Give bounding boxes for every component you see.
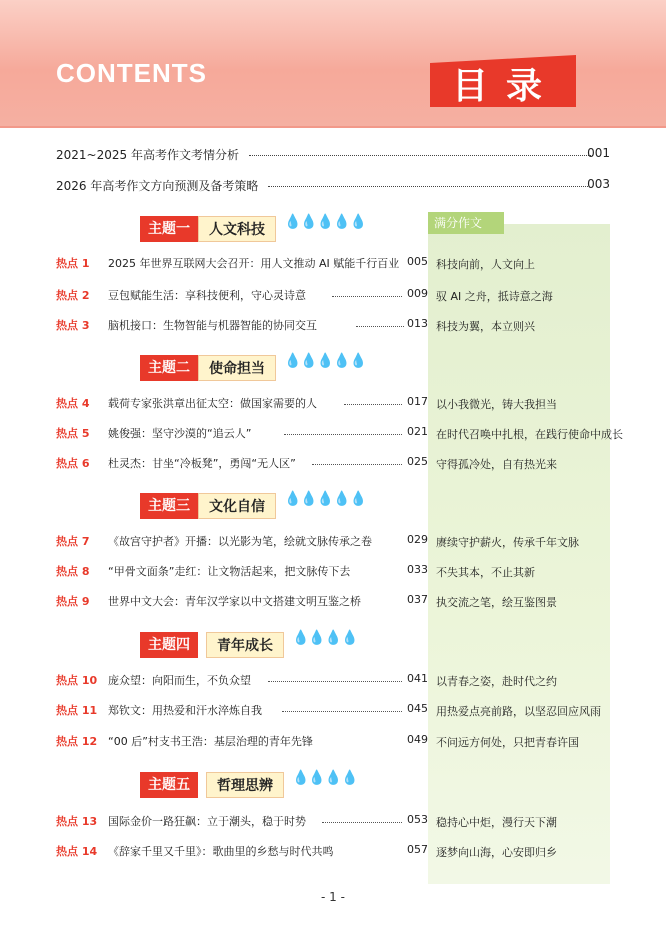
hotspot-label: 热点 11 xyxy=(56,704,98,717)
hotspot-page: 033 xyxy=(407,563,428,576)
essay-tagline[interactable]: 以青春之姿，赴时代之约 xyxy=(436,675,557,688)
hotspot-label: 热点 6 xyxy=(56,457,90,470)
flame-rating-icon: 💧💧💧💧💧 xyxy=(284,353,367,369)
hotspot-title: 世界中文大会：青年汉学家以中文搭建文明互鉴之桥 xyxy=(108,595,361,608)
hotspot-page: 037 xyxy=(407,593,428,606)
hotspot-label: 热点 9 xyxy=(56,595,90,608)
hotspot-label: 热点 13 xyxy=(56,815,98,828)
essay-tagline[interactable]: 以小我微光，铸大我担当 xyxy=(436,398,557,411)
hotspot-page: 021 xyxy=(407,425,428,438)
hotspot-label: 热点 4 xyxy=(56,397,90,410)
intro-item[interactable] xyxy=(56,177,610,194)
essay-tagline[interactable]: 稳持心中炬，漫行天下潮 xyxy=(436,816,557,829)
theme-badge: 主题三 xyxy=(140,493,198,519)
toc-row[interactable] xyxy=(56,733,428,751)
dot-leader xyxy=(312,464,402,465)
hotspot-title: 《辞家千里又千里》：歌曲里的乡愁与时代共鸣 xyxy=(108,845,334,858)
contents-title: CONTENTS xyxy=(56,58,207,88)
hotspot-page: 053 xyxy=(407,813,428,826)
toc-row[interactable] xyxy=(56,317,428,335)
essay-tagline[interactable]: 守得孤冷处，自有热光来 xyxy=(436,458,557,471)
hotspot-title: “甲骨文面条”走红：让文物活起来，把文脉传下去 xyxy=(108,565,351,578)
intro-title: 2026 年高考作文方向预测及备考策略 xyxy=(56,179,259,193)
hotspot-label: 热点 7 xyxy=(56,535,90,548)
essay-tagline[interactable]: 科技为翼，本立则兴 xyxy=(436,320,535,333)
hotspot-page: 057 xyxy=(407,843,428,856)
hotspot-label: 热点 10 xyxy=(56,674,98,687)
flame-rating-icon: 💧💧💧💧💧 xyxy=(284,214,367,230)
dot-leader xyxy=(332,296,402,297)
hotspot-title: 2025 年世界互联网大会召开：用人文推动 AI 赋能千行百业 xyxy=(108,257,400,270)
flame-rating-icon: 💧💧💧💧💧 xyxy=(284,491,367,507)
hotspot-title: 《故宫守护者》开播：以光影为笔，绘就文脉传承之卷 xyxy=(108,535,372,548)
theme-name: 人文科技 xyxy=(198,216,276,242)
hotspot-label: 热点 8 xyxy=(56,565,90,578)
essay-tagline[interactable]: 不失其本，不止其新 xyxy=(436,566,535,579)
theme-name: 使命担当 xyxy=(198,355,276,381)
hotspot-label: 热点 3 xyxy=(56,319,90,332)
hotspot-title: 姚俊强：坚守沙漠的“追云人” xyxy=(108,427,252,440)
essay-tagline[interactable]: 赓续守护薪火，传承千年文脉 xyxy=(436,536,579,549)
hotspot-page: 049 xyxy=(407,733,428,746)
flame-rating-icon: 💧💧💧💧 xyxy=(292,770,358,786)
dot-leader xyxy=(344,404,402,405)
flame-rating-icon: 💧💧💧💧 xyxy=(292,630,358,646)
essay-tagline[interactable]: 逐梦向山海，心安即归乡 xyxy=(436,846,557,859)
page-number: - 1 - xyxy=(321,890,345,904)
toc-row[interactable] xyxy=(56,593,428,611)
hotspot-title: “00 后”村支书王浩：基层治理的青年先锋 xyxy=(108,735,313,748)
intro-title: 2021~2025 年高考作文考情分析 xyxy=(56,148,239,162)
essay-tagline[interactable]: 用热爱点亮前路，以坚忍回应风雨 xyxy=(436,705,601,718)
dot-leader xyxy=(322,822,402,823)
toc-row[interactable] xyxy=(56,563,428,581)
toc-row[interactable] xyxy=(56,395,428,413)
hotspot-title: 庞众望：向阳而生，不负众望 xyxy=(108,674,251,687)
hotspot-title: 杜灵杰：甘坐“冷板凳”，勇闯“无人区” xyxy=(108,457,296,470)
hotspot-title: 国际金价一路狂飙：立于潮头，稳于时势 xyxy=(108,815,306,828)
toc-row[interactable] xyxy=(56,813,428,831)
essay-tagline[interactable]: 在时代召唤中扎根，在践行使命中成长 xyxy=(436,428,623,441)
theme-badge: 主题五 xyxy=(140,772,198,798)
header-divider xyxy=(0,126,666,128)
essay-tagline[interactable]: 驭 AI 之舟，抵诗意之海 xyxy=(436,290,553,303)
hotspot-page: 017 xyxy=(407,395,428,408)
theme-badge: 主题二 xyxy=(140,355,198,381)
hotspot-page: 013 xyxy=(407,317,428,330)
dot-leader xyxy=(268,681,402,682)
hotspot-label: 热点 14 xyxy=(56,845,98,858)
theme-badge: 主题一 xyxy=(140,216,198,242)
dot-leader xyxy=(356,326,404,327)
theme-badge: 主题四 xyxy=(140,632,198,658)
hotspot-page: 041 xyxy=(407,672,428,685)
hotspot-label: 热点 12 xyxy=(56,735,98,748)
theme-name: 哲理思辨 xyxy=(206,772,284,798)
dot-leader xyxy=(282,711,402,712)
toc-row[interactable] xyxy=(56,255,428,273)
toc-row[interactable] xyxy=(56,843,428,861)
essay-tagline[interactable]: 科技向前，人文向上 xyxy=(436,258,535,271)
theme-name: 青年成长 xyxy=(206,632,284,658)
hotspot-page: 029 xyxy=(407,533,428,546)
toc-row[interactable] xyxy=(56,702,428,720)
toc-row[interactable] xyxy=(56,533,428,551)
dot-leader xyxy=(284,434,402,435)
intro-page: 003 xyxy=(587,177,610,191)
hotspot-title: 郑钦文：用热爱和汗水淬炼自我 xyxy=(108,704,262,717)
hotspot-page: 045 xyxy=(407,702,428,715)
hotspot-page: 009 xyxy=(407,287,428,300)
toc-row[interactable] xyxy=(56,455,428,473)
hotspot-page: 025 xyxy=(407,455,428,468)
mulu-title: 目录 xyxy=(452,66,561,107)
hotspot-label: 热点 2 xyxy=(56,289,90,302)
essay-tagline[interactable]: 执交流之笔，绘互鉴图景 xyxy=(436,596,557,609)
hotspot-label: 热点 5 xyxy=(56,427,90,440)
hotspot-title: 豆包赋能生活：享科技便利，守心灵诗意 xyxy=(108,289,306,302)
dot-leader xyxy=(249,155,593,156)
toc-row[interactable] xyxy=(56,425,428,443)
hotspot-title: 脑机接口：生物智能与机器智能的协同交互 xyxy=(108,319,317,332)
intro-item[interactable] xyxy=(56,146,610,163)
toc-row[interactable] xyxy=(56,672,428,690)
dot-leader xyxy=(268,186,588,187)
hotspot-label: 热点 1 xyxy=(56,257,90,270)
full-score-tag: 满分作文 xyxy=(428,212,504,234)
intro-page: 001 xyxy=(587,146,610,160)
essay-tagline[interactable]: 不问远方何处，只把青春许国 xyxy=(436,736,579,749)
hotspot-title: 载荷专家张洪章出征太空：做国家需要的人 xyxy=(108,397,317,410)
theme-name: 文化自信 xyxy=(198,493,276,519)
hotspot-page: 005 xyxy=(407,255,428,268)
toc-row[interactable] xyxy=(56,287,428,305)
